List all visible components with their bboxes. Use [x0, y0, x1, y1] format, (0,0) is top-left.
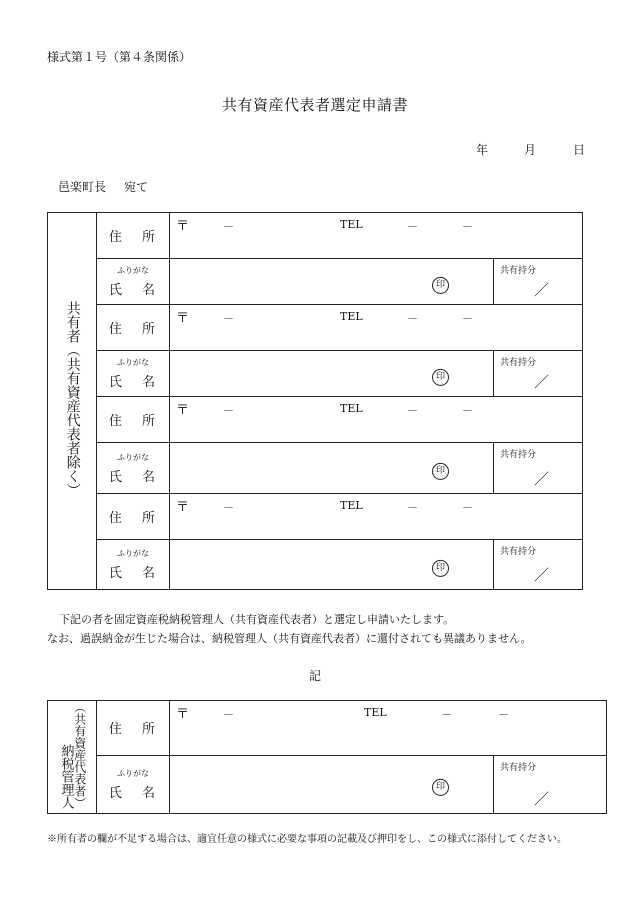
address-label: 住 所	[97, 701, 170, 756]
date-month-label: 月	[524, 143, 537, 157]
zip-mark: 〒	[176, 707, 190, 722]
tax-manager-label-1: （共有資産代表者）	[72, 701, 87, 809]
tel-dash-2: －	[462, 312, 473, 325]
tel-label: TEL	[340, 499, 363, 512]
address-label: 住 所	[97, 305, 170, 351]
footnote: ※所有者の欄が不足する場合は、適宜任意の様式に必要な事項の記載及び押印をし、この様式に添付してください。	[47, 834, 567, 845]
share-label: 共有持分	[500, 547, 537, 557]
tel-dash-2: －	[498, 708, 509, 721]
seal-mark: 印	[432, 463, 449, 480]
share-slash: ／	[534, 470, 550, 488]
manager-address-field[interactable]	[170, 701, 607, 756]
name-label: ふりがな 氏 名	[97, 443, 170, 494]
tel-dash-2: －	[462, 404, 473, 417]
zip-dash: －	[223, 708, 234, 721]
tel-dash-1: －	[407, 312, 418, 325]
tel-dash-2: －	[462, 501, 473, 514]
co-owners-section-label: 共有者（共有資産代表者除く）	[48, 213, 97, 590]
share-label: 共有持分	[500, 358, 537, 368]
seal-mark: 印	[432, 368, 449, 385]
tel-dash-1: －	[407, 404, 418, 417]
zip-dash: －	[223, 404, 234, 417]
co-owners-table	[47, 212, 583, 590]
statement-line-1: 下記の者を固定資産税納税管理人（共有資産代表者）と選定し申請いたします。	[59, 613, 455, 626]
zip-mark: 〒	[176, 219, 190, 234]
tel-label: TEL	[340, 310, 363, 323]
addressee-office: 邑楽町長	[58, 180, 107, 194]
share-slash: ／	[534, 373, 550, 391]
owner-address-field[interactable]	[170, 213, 583, 259]
share-label: 共有持分	[500, 450, 537, 460]
share-slash: ／	[534, 281, 550, 299]
ki-label: 記	[308, 669, 321, 683]
tax-manager-section-label	[48, 701, 97, 814]
share-slash: ／	[534, 566, 550, 584]
addressee-honorific: 宛て	[124, 180, 149, 194]
name-label: ふりがな 氏 名	[97, 755, 170, 813]
share-field[interactable]	[494, 259, 583, 305]
name-label: ふりがな 氏 名	[97, 259, 170, 305]
owner-address-field[interactable]	[170, 305, 583, 351]
addressee	[58, 178, 148, 195]
zip-mark: 〒	[176, 403, 190, 418]
share-label: 共有持分	[500, 266, 537, 276]
share-label: 共有持分	[500, 762, 537, 773]
tax-manager-table	[47, 700, 607, 814]
address-label: 住 所	[97, 397, 170, 443]
owner-name-field[interactable]	[170, 259, 494, 305]
share-field[interactable]	[494, 443, 583, 494]
zip-dash: －	[223, 312, 234, 325]
address-label: 住 所	[97, 494, 170, 540]
owner-address-field[interactable]	[170, 397, 583, 443]
share-field[interactable]	[494, 755, 607, 813]
page-title: 共有資産代表者選定申請書	[221, 96, 408, 114]
form-number: 様式第１号（第４条関係）	[47, 50, 192, 64]
name-label: ふりがな 氏 名	[97, 540, 170, 590]
date-year-label: 年	[476, 143, 489, 157]
zip-dash: －	[223, 220, 234, 233]
seal-mark: 印	[432, 559, 449, 576]
owner-name-field[interactable]	[170, 351, 494, 397]
share-slash: ／	[534, 790, 550, 808]
date-day-label: 日	[573, 143, 586, 157]
owner-address-field[interactable]	[170, 494, 583, 540]
seal-mark: 印	[432, 779, 449, 796]
seal-mark: 印	[432, 276, 449, 293]
tel-label: TEL	[340, 218, 363, 231]
share-field[interactable]	[494, 540, 583, 590]
tel-dash-2: －	[462, 220, 473, 233]
tel-dash-1: －	[407, 501, 418, 514]
statement-line-2: なお、過誤納金が生じた場合は、納税管理人（共有資産代表者）に還付されても異議ありません。	[47, 632, 532, 645]
owner-name-field[interactable]	[170, 443, 494, 494]
tel-label: TEL	[340, 402, 363, 415]
address-label: 住 所	[97, 213, 170, 259]
tel-dash-1: －	[407, 220, 418, 233]
zip-mark: 〒	[176, 500, 190, 515]
tax-manager-label-2: 納税管理人	[58, 744, 74, 809]
owner-name-field[interactable]	[170, 540, 494, 590]
manager-name-field[interactable]	[170, 755, 494, 813]
tel-dash-1: －	[441, 708, 452, 721]
zip-dash: －	[223, 501, 234, 514]
zip-mark: 〒	[176, 311, 190, 326]
name-label: ふりがな 氏 名	[97, 351, 170, 397]
tel-label: TEL	[364, 706, 387, 719]
share-field[interactable]	[494, 351, 583, 397]
